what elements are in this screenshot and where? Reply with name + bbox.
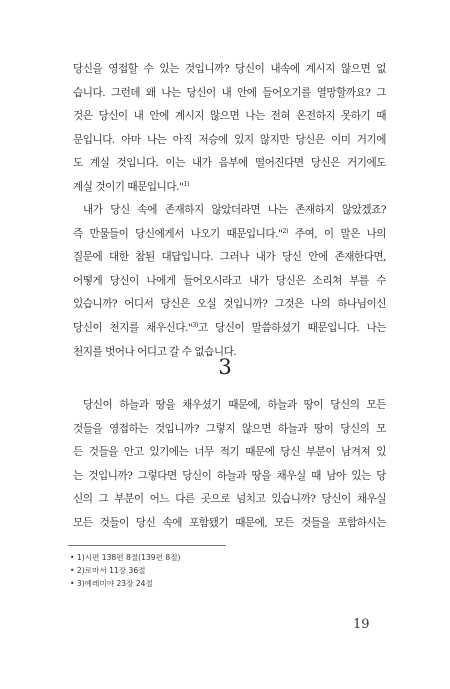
text-line: 것들을 영접하는 것입니까? 그렇지 않으면 하늘과 땅이 당신의 모 <box>73 422 386 435</box>
footnote-marker: 3) <box>192 320 198 329</box>
footnotes <box>70 551 181 590</box>
text-line: 모든 것들이 당신 속에 포함됐기 때문에, 모든 것들을 포함하시는 <box>73 516 386 529</box>
footnote: • 2)로마서 11장 36절 <box>70 566 146 575</box>
text-line-content: 고 당신이 말씀하셨기 때문입니다. 나는 <box>197 321 386 334</box>
text-line: 것은 당신이 내 안에 계시지 않으면 나는 전혀 온전하지 못하기 때 <box>73 110 386 123</box>
footnote: • 3)예레미야 23장 24절 <box>70 579 153 588</box>
text-line: 도 계실 것입니다. 이는 내가 음부에 떨어진다면 당신은 거기에도 <box>73 157 386 170</box>
text-line: 있습니까? 어디서 당신은 오실 것입니까? 그것은 나의 하나님이신 <box>73 298 386 311</box>
text-line: 는 것입니까? 그렇다면 당신이 하늘과 땅을 채우실 때 남아 있는 당 <box>73 469 386 482</box>
text-line-content: 즉 만물들이 당신에게서 나오기 때문입니다. <box>73 227 279 240</box>
text-line: 계실 것이기 때문입니다."$^{1)}$ <box>73 179 189 193</box>
text-line: 어떻게 당신이 나에게 들어오시라고 내가 당신은 소리쳐 부를 수 <box>73 274 386 287</box>
page-number: 19 <box>353 617 370 632</box>
text-line: 내가 당신 속에 존재하지 않았더라면 나는 존재하지 않았겠죠? <box>83 204 386 216</box>
text-line-content: 계실 것이기 때문입니다. <box>73 180 179 193</box>
footnote-marker: 1) <box>183 179 189 188</box>
footnote-divider <box>68 545 226 546</box>
footnote-marker: 2) <box>282 226 289 235</box>
paragraph-3 <box>73 394 386 536</box>
text-line: 신의 그 부분이 어느 다른 곳으로 넘치고 있습니까? 당신이 채우실 <box>73 493 386 506</box>
text-line-content: 주여, 이 말은 나의 <box>288 227 386 240</box>
text-line: 천지를 벗어나 어디고 갈 수 없습니다. <box>73 345 237 358</box>
text-line: 당신이 하늘과 땅을 채우셨기 때문에, 하늘과 땅이 당신의 모든 <box>83 399 386 411</box>
paragraph-2 <box>73 199 386 364</box>
section-number: 3 <box>218 355 232 379</box>
text-line: 질문에 대한 참된 대답입니다. 그러나 내가 당신 안에 존재한다면, <box>73 251 386 264</box>
text-line: 습니다. 그런데 왜 나는 당신이 내 안에 들어오기를 열망할까요? 그 <box>73 86 386 99</box>
footnote: • 1)시편 138편 8절(139편 8절) <box>70 553 181 562</box>
text-line: 든 것들을 안고 있기에는 너무 적기 때문에 당신 부분이 남겨져 있 <box>73 446 386 459</box>
text-line: 당신이 천지를 채우신다."$^{3)}$고 당신이 말씀하셨기 때문입니다. 나는 <box>73 320 386 334</box>
text-line: 당신을 영접할 수 있는 것입니까? 당신이 내속에 계시지 않으면 없 <box>73 63 386 75</box>
text-line: 문입니다. 아마 나는 아직 저승에 있지 않지만 당신은 이미 거기에 <box>73 133 386 146</box>
paragraph-1 <box>73 58 386 200</box>
text-line-content: 당신이 천지를 채우신다. <box>73 321 188 334</box>
text-line: 즉 만물들이 당신에게서 나오기 때문입니다."$^{2)}$ 주여, 이 말은 나의 <box>73 226 386 240</box>
